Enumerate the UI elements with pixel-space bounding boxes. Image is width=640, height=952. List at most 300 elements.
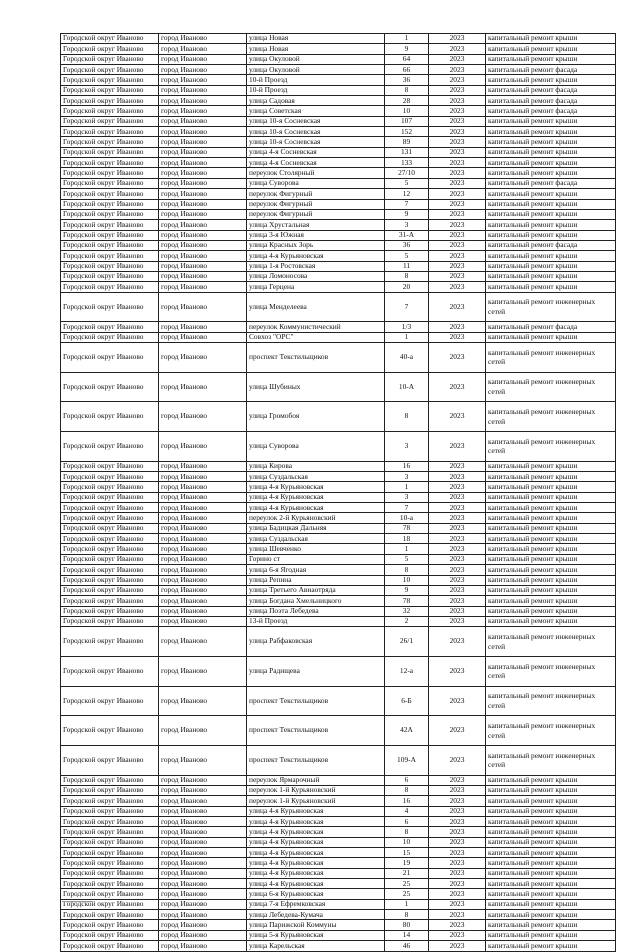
table-row [61,523,616,533]
settlement-cell: город Иваново [159,575,247,585]
work-type-cell: капитальный ремонт крыши [486,941,616,951]
settlement-cell: город Иваново [159,199,247,209]
municipality-cell: Городской округ Иваново [61,596,159,606]
work-type-cell: капитальный ремонт инженерных сетей [486,432,616,462]
work-type-cell: капитальный ремонт крыши [486,332,616,342]
settlement-cell: город Иваново [159,656,247,686]
table-row [61,616,616,626]
street-cell: улица 4-я Курьяновская [247,817,385,827]
work-type-cell: капитальный ремонт инженерных сетей [486,402,616,432]
table-row [61,472,616,482]
table-row [61,868,616,878]
street-cell: улица 4-я Курьяновская [247,848,385,858]
municipality-cell: Городской округ Иваново [61,544,159,554]
table-row [61,585,616,595]
house-number-cell: 6-Б [385,686,429,716]
settlement-cell: город Иваново [159,879,247,889]
house-number-cell: 10-А [385,372,429,402]
settlement-cell: город Иваново [159,534,247,544]
work-type-cell: капитальный ремонт крыши [486,251,616,261]
municipality-cell: Городской округ Иваново [61,106,159,116]
street-cell: улица 6-я Ягодная [247,565,385,575]
municipality-cell: Городской округ Иваново [61,34,159,44]
year-cell: 2023 [429,44,486,54]
work-type-cell: капитальный ремонт крыши [486,282,616,292]
settlement-cell: город Иваново [159,44,247,54]
table-row [61,534,616,544]
table-row [61,65,616,75]
municipality-cell: Городской округ Иваново [61,817,159,827]
municipality-cell: Городской округ Иваново [61,775,159,785]
settlement-cell: город Иваново [159,920,247,930]
year-cell: 2023 [429,627,486,657]
settlement-cell: город Иваново [159,941,247,951]
table-row [61,230,616,240]
house-number-cell: 16 [385,796,429,806]
municipality-cell: Городской округ Иваново [61,147,159,157]
settlement-cell: город Иваново [159,899,247,909]
settlement-cell: город Иваново [159,827,247,837]
street-cell: улица Богдана Хмельницкого [247,596,385,606]
table-row [61,322,616,332]
municipality-cell: Городской округ Иваново [61,616,159,626]
work-type-cell: капитальный ремонт крыши [486,930,616,940]
street-cell: улица Шевченко [247,544,385,554]
house-number-cell: 8 [385,827,429,837]
work-type-cell: капитальный ремонт крыши [486,848,616,858]
street-cell: улица Поэта Лебедева [247,606,385,616]
table-row [61,858,616,868]
house-number-cell: 109-А [385,745,429,775]
year-cell: 2023 [429,492,486,502]
table-row [61,920,616,930]
work-type-cell: капитальный ремонт фасада [486,85,616,95]
house-number-cell: 7 [385,199,429,209]
year-cell: 2023 [429,889,486,899]
work-type-cell: капитальный ремонт крыши [486,503,616,513]
house-number-cell: 10 [385,575,429,585]
year-cell: 2023 [429,827,486,837]
street-cell: улица Репина [247,575,385,585]
house-number-cell: 4 [385,806,429,816]
work-type-cell: капитальный ремонт крыши [486,209,616,219]
street-cell: переулок Коммунистический [247,322,385,332]
street-cell: переулок Столярный [247,168,385,178]
house-number-cell: 78 [385,523,429,533]
house-number-cell: 19 [385,858,429,868]
settlement-cell: город Иваново [159,292,247,322]
work-type-cell: капитальный ремонт крыши [486,827,616,837]
year-cell: 2023 [429,116,486,126]
table-row [61,596,616,606]
house-number-cell: 21 [385,868,429,878]
municipality-cell: Городской округ Иваново [61,920,159,930]
house-number-cell: 8 [385,85,429,95]
work-type-cell: капитальный ремонт крыши [486,230,616,240]
street-cell: улица Парижской Коммуны [247,920,385,930]
street-cell: улица Окуловой [247,65,385,75]
year-cell: 2023 [429,930,486,940]
work-type-cell: капитальный ремонт крыши [486,472,616,482]
table-row [61,137,616,147]
settlement-cell: город Иваново [159,116,247,126]
municipality-cell: Городской округ Иваново [61,292,159,322]
settlement-cell: город Иваново [159,332,247,342]
year-cell: 2023 [429,817,486,827]
work-type-cell: капитальный ремонт крыши [486,116,616,126]
year-cell: 2023 [429,786,486,796]
settlement-cell: город Иваново [159,168,247,178]
table-row [61,848,616,858]
house-number-cell: 131 [385,147,429,157]
year-cell: 2023 [429,168,486,178]
house-number-cell: 3 [385,220,429,230]
settlement-cell: город Иваново [159,137,247,147]
year-cell: 2023 [429,554,486,564]
year-cell: 2023 [429,199,486,209]
work-type-cell: капитальный ремонт крыши [486,837,616,847]
table-row [61,342,616,372]
year-cell: 2023 [429,656,486,686]
municipality-cell: Городской округ Иваново [61,189,159,199]
municipality-cell: Городской округ Иваново [61,251,159,261]
work-type-cell: капитальный ремонт крыши [486,199,616,209]
house-number-cell: 5 [385,251,429,261]
settlement-cell: город Иваново [159,65,247,75]
municipality-cell: Городской округ Иваново [61,54,159,64]
municipality-cell: Городской округ Иваново [61,96,159,106]
work-type-cell: капитальный ремонт крыши [486,461,616,471]
municipality-cell: Городской округ Иваново [61,899,159,909]
footer-rule [62,901,92,902]
work-type-cell: капитальный ремонт фасада [486,96,616,106]
street-cell: 10-й Проезд [247,85,385,95]
year-cell: 2023 [429,230,486,240]
year-cell: 2023 [429,271,486,281]
street-cell: улица 3-я Южная [247,230,385,240]
table-row [61,372,616,402]
settlement-cell: город Иваново [159,565,247,575]
house-number-cell: 40-а [385,342,429,372]
work-type-cell: капитальный ремонт крыши [486,775,616,785]
house-number-cell: 1 [385,544,429,554]
table-row [61,716,616,746]
house-number-cell: 3 [385,432,429,462]
settlement-cell: город Иваново [159,127,247,137]
house-number-cell: 8 [385,402,429,432]
table-row [61,492,616,502]
table-row [61,503,616,513]
municipality-cell: Городской округ Иваново [61,745,159,775]
house-number-cell: 36 [385,75,429,85]
year-cell: 2023 [429,686,486,716]
year-cell: 2023 [429,868,486,878]
table-row [61,199,616,209]
work-type-cell: капитальный ремонт крыши [486,34,616,44]
municipality-cell: Городской округ Иваново [61,848,159,858]
work-type-cell: капитальный ремонт крыши [486,920,616,930]
table-row [61,745,616,775]
street-cell: улица Хрустальная [247,220,385,230]
street-cell: улица 10-я Сосневская [247,116,385,126]
year-cell: 2023 [429,806,486,816]
house-number-cell: 9 [385,209,429,219]
work-type-cell: капитальный ремонт крыши [486,565,616,575]
year-cell: 2023 [429,910,486,920]
street-cell: улица 5-я Курьяновская [247,930,385,940]
work-type-cell: капитальный ремонт крыши [486,910,616,920]
street-cell: улица Карельская [247,941,385,951]
municipality-cell: Городской округ Иваново [61,332,159,342]
house-number-cell: 25 [385,889,429,899]
year-cell: 2023 [429,858,486,868]
municipality-cell: Городской округ Иваново [61,786,159,796]
house-number-cell: 10-а [385,513,429,523]
settlement-cell: город Иваново [159,554,247,564]
house-number-cell: 5 [385,554,429,564]
year-cell: 2023 [429,240,486,250]
municipality-cell: Городской округ Иваново [61,868,159,878]
street-cell: улица Рабфаковская [247,627,385,657]
year-cell: 2023 [429,342,486,372]
street-cell: переулок Фигурный [247,209,385,219]
table-row [61,402,616,432]
street-cell: 13-й Проезд [247,616,385,626]
settlement-cell: город Иваново [159,786,247,796]
street-cell: переулок Ярмарочный [247,775,385,785]
settlement-cell: город Иваново [159,858,247,868]
street-cell: улица Громобоя [247,402,385,432]
street-cell: улица 4-я Сосневская [247,158,385,168]
table-row [61,158,616,168]
settlement-cell: город Иваново [159,585,247,595]
municipality-cell: Городской округ Иваново [61,342,159,372]
settlement-cell: город Иваново [159,220,247,230]
year-cell: 2023 [429,189,486,199]
municipality-cell: Городской округ Иваново [61,44,159,54]
table-row [61,432,616,462]
street-cell: проспект Текстильщиков [247,342,385,372]
settlement-cell: город Иваново [159,271,247,281]
settlement-cell: город Иваново [159,251,247,261]
table-body [61,34,616,952]
table-row [61,85,616,95]
street-cell: 10-й Проезд [247,75,385,85]
work-type-cell: капитальный ремонт крыши [486,75,616,85]
settlement-cell: город Иваново [159,282,247,292]
street-cell: улица 4-я Курьяновская [247,827,385,837]
work-type-cell: капитальный ремонт фасада [486,240,616,250]
house-number-cell: 36 [385,240,429,250]
street-cell: улица 4-я Курьяновская [247,503,385,513]
year-cell: 2023 [429,534,486,544]
table-row [61,168,616,178]
table-row [61,575,616,585]
street-cell: улица Бадицкая Дальняя [247,523,385,533]
settlement-cell: город Иваново [159,209,247,219]
municipality-cell: Городской округ Иваново [61,168,159,178]
table-row [61,796,616,806]
work-type-cell: капитальный ремонт крыши [486,554,616,564]
municipality-cell: Городской округ Иваново [61,879,159,889]
municipality-cell: Городской округ Иваново [61,322,159,332]
street-cell: улица Менделеева [247,292,385,322]
street-cell: улица 4-я Курьяновская [247,492,385,502]
year-cell: 2023 [429,585,486,595]
settlement-cell: город Иваново [159,461,247,471]
settlement-cell: город Иваново [159,178,247,188]
municipality-cell: Городской округ Иваново [61,627,159,657]
settlement-cell: город Иваново [159,513,247,523]
settlement-cell: город Иваново [159,930,247,940]
year-cell: 2023 [429,716,486,746]
table-row [61,106,616,116]
year-cell: 2023 [429,147,486,157]
street-cell: переулок Фигурный [247,199,385,209]
settlement-cell: город Иваново [159,796,247,806]
street-cell: улица 4-я Курьяновская [247,837,385,847]
municipality-cell: Городской округ Иваново [61,523,159,533]
settlement-cell: город Иваново [159,627,247,657]
work-type-cell: капитальный ремонт крыши [486,796,616,806]
table-row [61,806,616,816]
year-cell: 2023 [429,920,486,930]
table-row [61,930,616,940]
table-row [61,817,616,827]
table-row [61,75,616,85]
work-type-cell: капитальный ремонт крыши [486,616,616,626]
year-cell: 2023 [429,127,486,137]
street-cell: переулок 1-й Курьяновский [247,786,385,796]
table-row [61,127,616,137]
table-row [61,544,616,554]
street-cell: улица 4-я Курьяновская [247,482,385,492]
settlement-cell: город Иваново [159,261,247,271]
municipality-cell: Городской округ Иваново [61,178,159,188]
settlement-cell: город Иваново [159,775,247,785]
work-type-cell: капитальный ремонт инженерных сетей [486,372,616,402]
municipality-cell: Городской округ Иваново [61,220,159,230]
year-cell: 2023 [429,565,486,575]
house-number-cell: 1 [385,34,429,44]
street-cell: улица Кирова [247,461,385,471]
settlement-cell: город Иваново [159,472,247,482]
house-number-cell: 1 [385,482,429,492]
municipality-cell: Городской округ Иваново [61,554,159,564]
house-number-cell: 2 [385,616,429,626]
house-number-cell: 89 [385,137,429,147]
house-number-cell: 27/10 [385,168,429,178]
year-cell: 2023 [429,322,486,332]
municipality-cell: Городской округ Иваново [61,85,159,95]
house-number-cell: 1/3 [385,322,429,332]
work-type-cell: капитальный ремонт крыши [486,606,616,616]
street-cell: улица 4-я Курьяновская [247,858,385,868]
street-cell: проспект Текстильщиков [247,745,385,775]
settlement-cell: город Иваново [159,837,247,847]
work-type-cell: капитальный ремонт крыши [486,585,616,595]
street-cell: улица Третьего Авиаотряда [247,585,385,595]
municipality-cell: Городской округ Иваново [61,686,159,716]
settlement-cell: город Иваново [159,806,247,816]
street-cell: улица Новая [247,44,385,54]
table-row [61,271,616,281]
street-cell: улица 7-я Ефремковская [247,899,385,909]
municipality-cell: Городской округ Иваново [61,461,159,471]
work-type-cell: капитальный ремонт фасада [486,106,616,116]
work-type-cell: капитальный ремонт крыши [486,817,616,827]
street-cell: переулок Фигурный [247,189,385,199]
municipality-cell: Городской округ Иваново [61,372,159,402]
street-cell: Горино ст [247,554,385,564]
year-cell: 2023 [429,544,486,554]
municipality-cell: Городской округ Иваново [61,209,159,219]
table-row [61,686,616,716]
settlement-cell: город Иваново [159,147,247,157]
table-row [61,54,616,64]
house-number-cell: 1 [385,899,429,909]
work-type-cell: капитальный ремонт инженерных сетей [486,342,616,372]
table-row [61,240,616,250]
settlement-cell: город Иваново [159,596,247,606]
table-row [61,189,616,199]
year-cell: 2023 [429,372,486,402]
work-type-cell: капитальный ремонт фасада [486,65,616,75]
year-cell: 2023 [429,209,486,219]
settlement-cell: город Иваново [159,503,247,513]
work-type-cell: капитальный ремонт крыши [486,492,616,502]
settlement-cell: город Иваново [159,322,247,332]
house-number-cell: 12 [385,189,429,199]
settlement-cell: город Иваново [159,482,247,492]
work-type-cell: капитальный ремонт фасада [486,178,616,188]
year-cell: 2023 [429,251,486,261]
house-number-cell: 8 [385,910,429,920]
house-number-cell: 107 [385,116,429,126]
settlement-cell: город Иваново [159,158,247,168]
work-type-cell: капитальный ремонт крыши [486,868,616,878]
municipality-cell: Городской округ Иваново [61,158,159,168]
settlement-cell: город Иваново [159,372,247,402]
table-row [61,220,616,230]
table-row [61,261,616,271]
work-type-cell: капитальный ремонт крыши [486,879,616,889]
house-number-cell: 8 [385,565,429,575]
year-cell: 2023 [429,34,486,44]
municipality-cell: Городской округ Иваново [61,585,159,595]
house-number-cell: 25 [385,879,429,889]
street-cell: улица 1-я Ростовская [247,261,385,271]
municipality-cell: Городской округ Иваново [61,127,159,137]
work-type-cell: капитальный ремонт крыши [486,147,616,157]
table-row [61,96,616,106]
street-cell: улица 4-я Курьяновская [247,806,385,816]
municipality-cell: Городской округ Иваново [61,271,159,281]
house-number-cell: 7 [385,292,429,322]
work-type-cell: капитальный ремонт крыши [486,220,616,230]
municipality-cell: Городской округ Иваново [61,941,159,951]
work-type-cell: капитальный ремонт крыши [486,189,616,199]
work-type-cell: капитальный ремонт крыши [486,858,616,868]
house-number-cell: 66 [385,65,429,75]
year-cell: 2023 [429,879,486,889]
year-cell: 2023 [429,96,486,106]
table-row [61,44,616,54]
street-cell: улица Садовая [247,96,385,106]
municipality-cell: Городской округ Иваново [61,796,159,806]
municipality-cell: Городской округ Иваново [61,565,159,575]
year-cell: 2023 [429,513,486,523]
